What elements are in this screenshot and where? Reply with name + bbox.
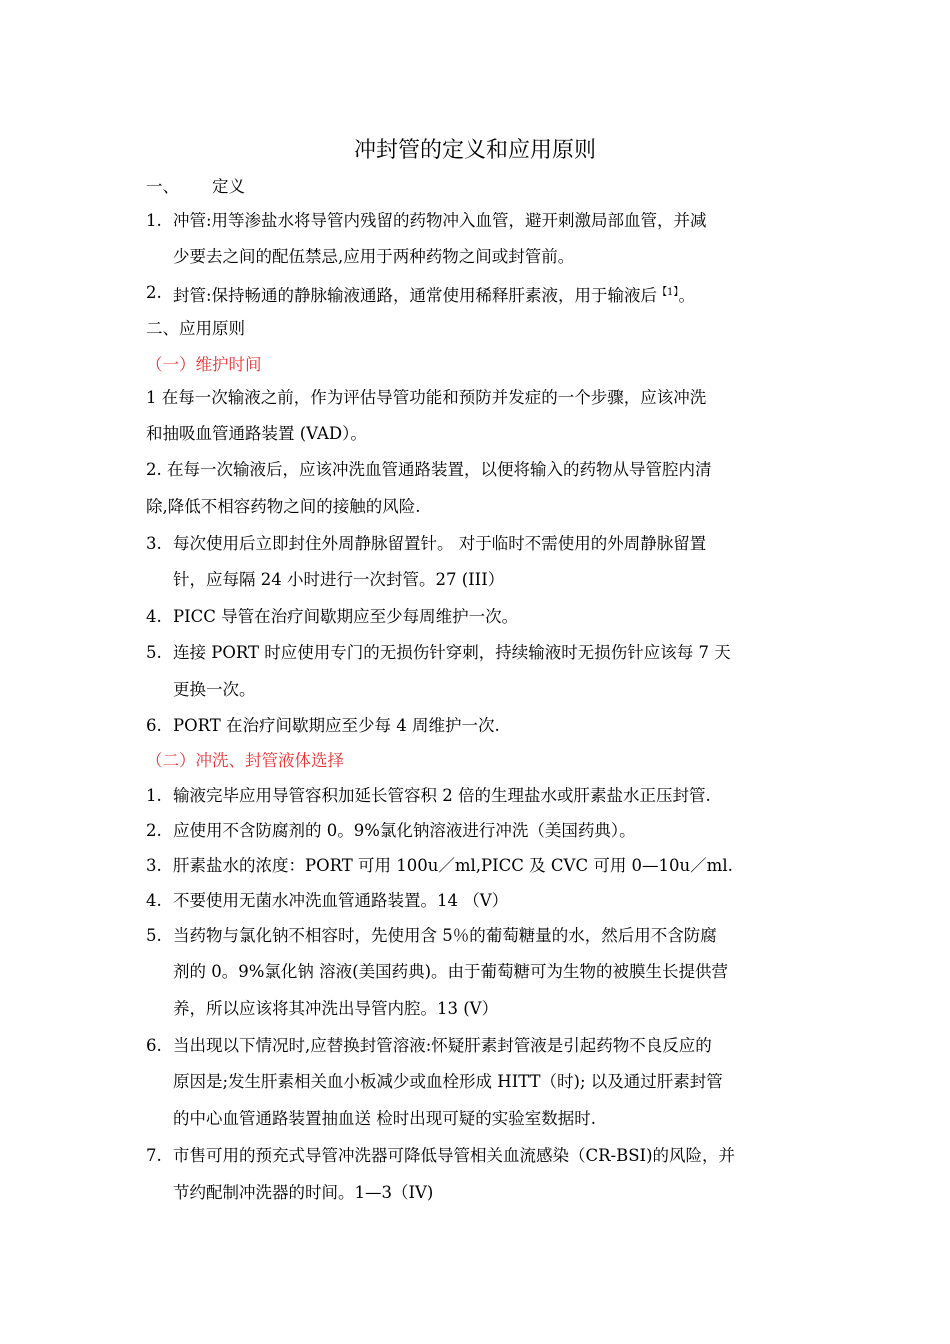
item-text: 少要去之间的配伍禁忌,应用于两种药物之间或封管前。 — [173, 247, 575, 266]
section-label: 定义 — [212, 177, 245, 196]
section-number: 一、 — [146, 177, 179, 196]
item-text: 封管:保持畅通的静脉输液通路，通常使用稀释肝素液，用于输液后$^{【1】}$。 — [173, 286, 695, 305]
item-number: 2. — [146, 283, 162, 302]
document-page: 冲封管的定义和应用原则 一、 定义 1. 冲管:用等渗盐水将导管内残留的药物冲入血管，避开刺激局部血管，并减 少要去之间的配伍禁忌,应用于两种药物之间或封管前。 2. 封管:保持畅通的静脉输液通路，通常使用稀释肝素液，用于输液后$^{【1】}$。 二、应用原则 （一）维护时间 1 在每一次输液之前，作为评估导管功能和预防并发症的一个步骤，应该冲洗 和抽吸血管通路装置 (VAD）。 2. 在每一次输液后，应该冲洗血管通路装置，以便将输入的药物从导管腔内清 除,降低不相容药物之间的接触的风险. 3. 每次使用后立即封住外周静脉留置针。 对于临时不需使用的外周静脉留置 针，应每隔 24 小时进行一次封管。27 (III） 4. PICC 导管在治疗间歇期应至少每周维护一次。 5. 连接 PORT 时应使用专门的无损伤针穿刺，持续输液时无损伤针应该每 7 天 更换一次。 6. PORT 在治疗间歇期应至少每 4 周维护一次. （二）冲洗、封管液体选择 1. 输液完毕应用导管容积加延长管容积 2 倍的生理盐水或肝素盐水正压封管. 2. 应使用不含防腐剂的 0。9%氯化钠溶液进行冲洗（美国药典）。 3. 肝素盐水的浓度：PORT 可用 100u／ml,PICC 及 CVC 可用 0—10u／ml. 4. 不要使用无菌水冲洗血管通路装置。14 （V） 5. 当药物与氯化钠不相容时，先使用含 5％的葡萄糖量的水，然后用不含防腐 剂的 0。9%氯化钠 溶液(美国药典)。由于葡萄糖可为生物的被膜生长提供营 养，所以应该将其冲洗出导管内腔。13 (V） 6. 当出现以下情况时,应替换封管溶液:怀疑肝素封管液是引起药物不良反应的 原因是;发生肝素相关血小板减少或血栓形成 HITT（时); 以及通过肝素封管 的中心血管通路装置抽血送 检时出现可疑的实验室数据时. 7. 市售可用的预充式导管冲洗器可降低导管相关血流感染（CR-BSI)的风险，并 节约配制冲洗器的时间。1—3（IV) — [0, 0, 950, 1344]
item-number: 1. — [146, 211, 162, 230]
page-title: 冲封管的定义和应用原则 — [353, 138, 596, 163]
item-text: 冲管:用等渗盐水将导管内残留的药物冲入血管，避开刺激局部血管，并减 — [173, 211, 707, 230]
citation-ref: 【1】 — [657, 287, 679, 298]
